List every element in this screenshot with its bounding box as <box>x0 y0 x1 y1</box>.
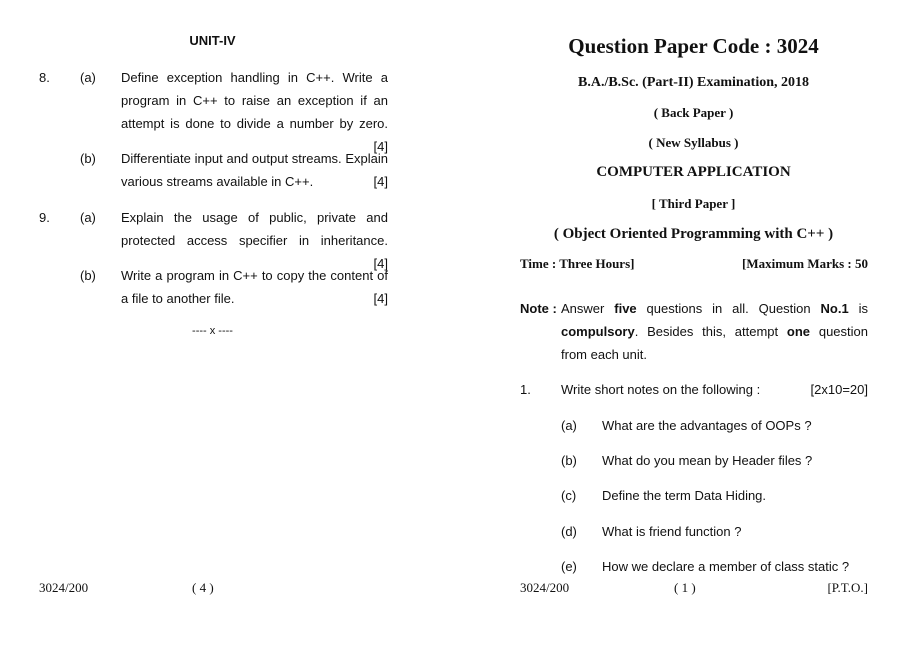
q1-marks: [2x10=20] <box>810 382 868 397</box>
q1b-text: What do you mean by Header files ? <box>602 453 813 468</box>
time-label: Time : Three Hours] <box>520 256 635 271</box>
q1d-label: (d) <box>561 524 577 539</box>
note-part-2: questions in all. Question <box>636 301 821 316</box>
q8a-text: Define exception handling in C++. Write a program in C++ to raise an exception if an attempt is done to divide a number by zero. <box>121 70 388 131</box>
q9b-label: (b) <box>80 268 96 283</box>
q9a-marks: [4] <box>373 256 388 271</box>
paper-number: [ Third Paper ] <box>651 196 736 211</box>
right-page <box>480 0 907 648</box>
back-paper: ( Back Paper ) <box>653 105 734 120</box>
question-number-8: 8. <box>39 70 50 85</box>
q8b-text: Differentiate input and output streams. Explain various streams available in C++. <box>121 151 388 189</box>
left-page <box>0 0 440 648</box>
q1b-label: (b) <box>561 453 577 468</box>
q1-text: Write short notes on the following : <box>561 382 761 397</box>
q8b-label: (b) <box>80 151 96 166</box>
right-footer-code: 3024/200 <box>520 580 570 595</box>
note-bold-one: one <box>786 324 811 339</box>
note-bold-compulsory: compulsory <box>561 324 635 339</box>
note-part-4: . Besides this, attempt <box>634 324 787 339</box>
q1e-text: How we declare a member of class static ? <box>602 559 850 574</box>
q1a-text: What are the advantages of OOPs ? <box>602 418 812 433</box>
pto-label: [P.T.O.] <box>827 580 868 595</box>
note-label: Note : <box>520 301 557 316</box>
note-bold-five: five <box>614 301 637 316</box>
q9a-label: (a) <box>80 210 96 225</box>
q8a-label: (a) <box>80 70 96 85</box>
q9b-marks: [4] <box>373 291 388 306</box>
q1-number: 1. <box>520 382 531 397</box>
right-footer-page: ( 1 ) <box>674 580 696 595</box>
paper-code-title: Question Paper Code : 3024 <box>568 34 819 58</box>
note-bold-no1: No.1 <box>820 301 849 316</box>
q1c-text: Define the term Data Hiding. <box>602 488 767 503</box>
left-footer-code: 3024/200 <box>39 580 89 595</box>
left-footer-page: ( 4 ) <box>192 580 214 595</box>
q8a-marks: [4] <box>373 139 388 154</box>
note-part-5: question from each unit. <box>561 324 868 362</box>
exam-title: B.A./B.Sc. (Part-II) Examination, 2018 <box>578 75 809 90</box>
q9b-block <box>121 264 388 310</box>
note-text <box>561 297 868 366</box>
end-marker: ---- x ---- <box>192 325 233 337</box>
q8b-block <box>121 147 388 193</box>
q1c-label: (c) <box>561 488 577 503</box>
subject-title: COMPUTER APPLICATION <box>596 164 791 180</box>
unit-heading: UNIT-IV <box>189 33 236 48</box>
note-part-3: is <box>848 301 868 316</box>
q1d-text: What is friend function ? <box>602 524 742 539</box>
q1e-label: (e) <box>561 559 577 574</box>
question-number-9: 9. <box>39 210 50 225</box>
q9a-text: Explain the usage of public, private and protected access specifier in inheritance. <box>121 210 388 248</box>
q1a-label: (a) <box>561 418 577 433</box>
q8a-block <box>121 66 388 158</box>
course-title: ( Object Oriented Programming with C++ ) <box>553 226 834 242</box>
max-marks-label: [Maximum Marks : 50 <box>741 256 868 271</box>
syllabus: ( New Syllabus ) <box>648 135 739 150</box>
note-part-1: Answer <box>561 301 615 316</box>
q8b-marks: [4] <box>373 174 388 189</box>
q9b-text: Write a program in C++ to copy the content of a file to another file. <box>121 268 388 306</box>
